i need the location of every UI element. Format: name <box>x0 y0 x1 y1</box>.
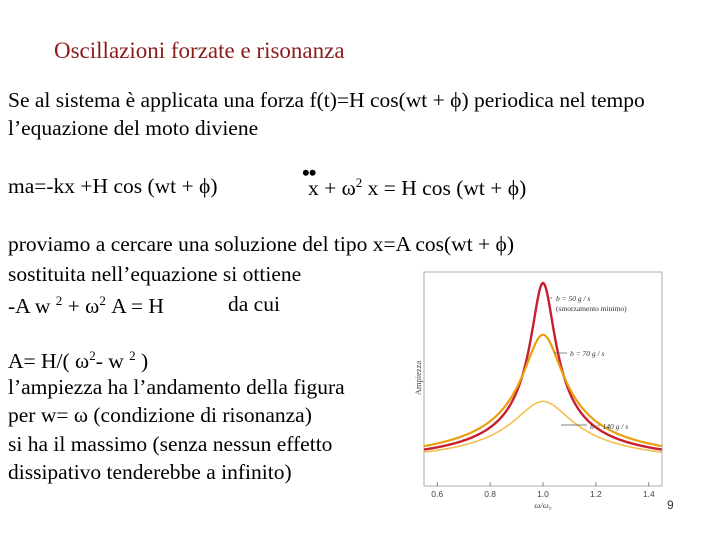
text-line-infinity: dissipativo tenderebbe a infinito) <box>8 460 292 484</box>
eq2-part: x + ω <box>308 176 356 200</box>
eq4-exp1: 2 <box>89 348 96 363</box>
eq3-part-c: A = H <box>105 294 164 318</box>
page-number: 9 <box>667 498 674 512</box>
series-label-3: b = 140 g / s <box>590 422 629 431</box>
eq3-part-b: + ω <box>62 294 100 318</box>
x-tick-label: 1.0 <box>537 489 549 499</box>
eq4-part-b: - w <box>95 349 130 373</box>
equation-oscillator <box>308 176 526 200</box>
eq4-part-c: ) <box>135 349 149 373</box>
text-line-solution: proviamo a cercare una soluzione del tipo x=A cos(wt + ϕ) <box>8 232 515 256</box>
series-note-1: (smorzamento minimo) <box>556 304 627 313</box>
eq2-exponent: 2 <box>355 175 363 190</box>
resonance-chart <box>408 270 670 514</box>
text-line-figure: l’ampiezza ha l’andamento della figura <box>8 375 345 399</box>
slide-title: Oscillazioni forzate e risonanza <box>54 38 345 63</box>
x-tick-label: 1.2 <box>589 489 602 499</box>
equation-amplitude-relation <box>8 294 164 318</box>
eq2-rest: x = H cos (wt + ϕ) <box>362 176 527 200</box>
text-da-cui: da cui <box>228 292 280 316</box>
text-line-force: Se al sistema è applicata una forza f(t)=H cos(wt + ϕ) periodica nel tempo <box>8 88 645 112</box>
y-axis-label: Ampiezza <box>413 360 423 396</box>
eq3-exp1: 2 <box>55 293 63 308</box>
eq4-exp2: 2 <box>129 348 136 363</box>
eq4-part-a: A= H/( ω <box>8 349 90 373</box>
text-line-resonance: per w= ω (condizione di risonanza) <box>8 403 312 427</box>
x-tick-label: 1.4 <box>642 489 655 499</box>
text-line-maximum: si ha il massimo (senza nessun effetto <box>8 432 333 456</box>
second-derivative-dots: •• <box>302 160 316 185</box>
series-label-2: b = 70 g / s <box>570 349 605 358</box>
eq3-part-a: -A w <box>8 294 56 318</box>
text-line-equation-intro: l’equazione del moto diviene <box>8 116 259 140</box>
equation-amplitude <box>8 349 148 373</box>
x-axis-label: ω/ω₀ <box>534 500 552 510</box>
x-tick-label: 0.8 <box>484 489 497 499</box>
equation-newton: ma=-kx +H cos (wt + ϕ) <box>8 174 218 198</box>
series-label-1: b = 50 g / s <box>556 294 591 303</box>
text-line-substitution: sostituita nell’equazione si ottiene <box>8 262 302 286</box>
x-tick-label: 0.6 <box>431 489 444 499</box>
eq3-exp2: 2 <box>99 293 106 308</box>
